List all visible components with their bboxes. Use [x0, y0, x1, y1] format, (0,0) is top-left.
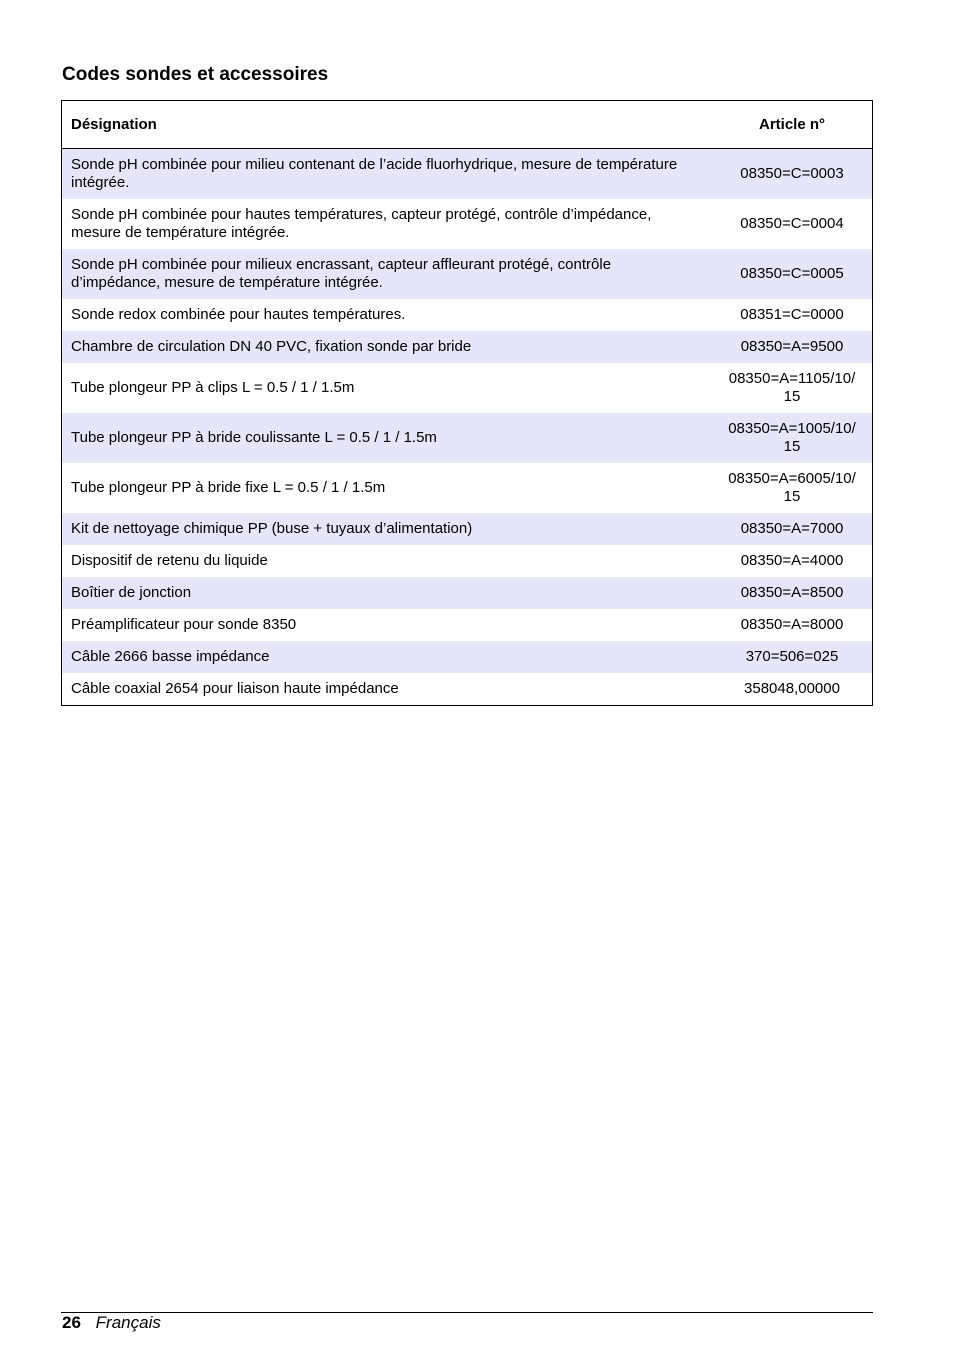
- row-designation: Câble 2666 basse impédance: [71, 648, 270, 665]
- row-article-number: 08350=A=6005/10/ 15: [728, 470, 856, 505]
- row-article-number: 08350=A=4000: [740, 552, 844, 569]
- table-row: [62, 199, 872, 249]
- footer-divider: [61, 1312, 873, 1313]
- table-row: [62, 299, 872, 331]
- row-article-number: 370=506=025: [745, 648, 839, 665]
- row-article-number: 08350=C=0005: [740, 265, 844, 282]
- row-designation: Tube plongeur PP à bride coulissante L = 0.5 / 1 / 1.5m: [71, 429, 437, 446]
- row-designation: Kit de nettoyage chimique PP (buse + tuyaux d’alimentation): [71, 520, 473, 537]
- row-article-number: 08350=A=8500: [740, 584, 844, 601]
- table-row: [62, 149, 872, 199]
- table-row: [62, 545, 872, 577]
- row-designation: Sonde pH combinée pour milieux encrassant, capteur affleurant protégé, contrôle d’impédance, mesure de température intégrée.: [71, 256, 612, 291]
- row-designation: Sonde redox combinée pour hautes températures.: [71, 306, 406, 323]
- table-row: [62, 363, 872, 413]
- row-designation: Préamplificateur pour sonde 8350: [71, 616, 297, 633]
- row-article-number: 08350=A=1105/10/ 15: [728, 370, 856, 405]
- row-article-number: 358048,00000: [744, 680, 840, 697]
- row-designation: Câble coaxial 2654 pour liaison haute impédance: [71, 680, 399, 697]
- row-article-number: 08350=A=8000: [740, 616, 844, 633]
- row-designation: Tube plongeur PP à bride fixe L = 0.5 / 1 / 1.5m: [71, 479, 386, 496]
- row-article-number: 08350=A=9500: [740, 338, 844, 355]
- row-designation: Chambre de circulation DN 40 PVC, fixation sonde par bride: [71, 338, 472, 355]
- footer-language: Français: [95, 1313, 161, 1332]
- table-header: [62, 101, 872, 149]
- page-footer: [62, 1313, 161, 1333]
- page-title: Codes sondes et accessoires: [62, 64, 329, 85]
- table-row: [62, 513, 872, 545]
- header-designation: Désignation: [71, 116, 157, 133]
- table-row: [62, 641, 872, 673]
- header-article: Article n°: [758, 116, 825, 133]
- table-row: [62, 463, 872, 513]
- accessories-table: [61, 100, 873, 706]
- row-designation: Boîtier de jonction: [71, 584, 192, 601]
- row-designation: Dispositif de retenu du liquide: [71, 552, 268, 569]
- row-article-number: 08350=C=0004: [740, 215, 844, 232]
- row-article-number: 08350=C=0003: [740, 165, 844, 182]
- page-number: 26: [62, 1313, 81, 1332]
- table-row: [62, 331, 872, 363]
- table-row: [62, 609, 872, 641]
- row-designation: Tube plongeur PP à clips L = 0.5 / 1 / 1.5m: [71, 379, 355, 396]
- table-body: [62, 149, 872, 705]
- row-designation: Sonde pH combinée pour hautes températures, capteur protégé, contrôle d’impédance, mesure de température intégrée.: [71, 206, 652, 241]
- table-row: [62, 249, 872, 299]
- row-article-number: 08350=A=7000: [740, 520, 844, 537]
- table-row: [62, 577, 872, 609]
- row-article-number: 08350=A=1005/10/ 15: [728, 420, 856, 455]
- table-row: [62, 413, 872, 463]
- row-article-number: 08351=C=0000: [740, 306, 844, 323]
- table-row: [62, 673, 872, 705]
- row-designation: Sonde pH combinée pour milieu contenant de l’acide fluorhydrique, mesure de température intégrée.: [71, 156, 678, 191]
